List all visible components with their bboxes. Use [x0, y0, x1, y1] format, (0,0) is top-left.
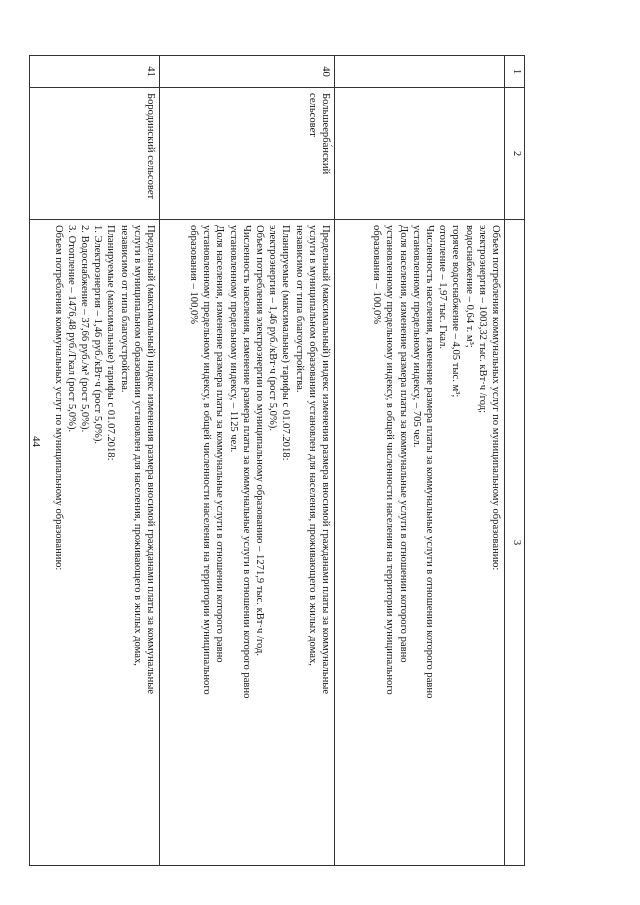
- text-line: Планируемые (максимальные) тарифы с 01.07.2018:: [105, 225, 117, 461]
- row-description: [335, 220, 505, 866]
- text-line: 3. Отопление – 1476,48 руб./Гкал (рост 5,0%).: [65, 225, 77, 433]
- row-number: 40: [160, 56, 335, 88]
- text-line: Численность населения, изменение размера платы за коммунальные услуги в отношении которого равно: [423, 225, 435, 699]
- header-row: [505, 56, 525, 866]
- text-line: установленному предельному индексу, – 705 чел.: [410, 225, 422, 448]
- text-line: услуги в муниципальном образовании установлен для населения, проживающего в жилых домах,: [306, 225, 318, 666]
- text-line: независимо от типа благоустройства.: [293, 225, 305, 393]
- text-line: электроэнергия – 1,46 руб./кВт·ч (рост 5,0%).: [267, 225, 279, 431]
- text-line: Предельный (максимальный) индекс изменения размера вносимой гражданами платы за коммунальные: [320, 225, 331, 695]
- text-line: установленному предельному индексу, в общей численности населения на территории муниципального: [384, 225, 396, 695]
- text-line: водоснабжение – 0,64 т. м³;: [463, 225, 475, 348]
- text-line: образования – 100,0%: [371, 225, 383, 325]
- text-line: горячее водоснабжение – 4,05 тыс. м³;: [450, 225, 462, 398]
- text-line: Доля населения, изменение размера платы за коммунальные услуги в отношении которого равно: [214, 225, 226, 663]
- row-description: [30, 220, 160, 866]
- header-col-3: 3: [505, 220, 525, 866]
- text-line: 2. Водоснабжение – 37,66 руб./м³ (рост 5,0%).: [78, 225, 90, 433]
- text-line: Объем потребления коммунальных услуг по муниципальному образованию:: [490, 225, 501, 571]
- row-description: [160, 220, 335, 866]
- text-line: установленному предельному индексу, в общей численности населения на территории муниципального: [201, 225, 213, 695]
- text-line: 1. Электроэнергия – 1,46 руб./кВт·ч (рост 5,0%).: [92, 225, 104, 445]
- text-line: Доля населения, изменение размера платы за коммунальные услуги в отношении которого равно: [397, 225, 409, 663]
- text-line: Объем потребления коммунальных услуг по муниципальному образованию:: [52, 225, 64, 571]
- table-row: [160, 56, 335, 866]
- text-line: Численность населения, изменение размера платы за коммунальные услуги в отношении которого равно: [240, 225, 252, 699]
- municipality-name: Бородинский сельсовет: [30, 88, 160, 220]
- municipality-name: [335, 88, 505, 220]
- header-col-1: 1: [505, 56, 525, 88]
- text-line: электроэнергия – 1003,32 тыс. кВт·ч /год;: [476, 225, 488, 414]
- text-line: Объем потребления электроэнергии по муниципальному образованию – 1271,9 тыс. кВт·ч /год.: [253, 225, 265, 656]
- text-line: установленному предельному индексу, – 1125 чел.: [227, 225, 239, 453]
- table-row: [30, 56, 160, 866]
- row-number: 41: [30, 56, 160, 88]
- page-number: 44: [30, 436, 42, 447]
- text-line: Планируемые (максимальные) тарифы с 01.07.2018:: [280, 225, 292, 461]
- header-col-2: 2: [505, 88, 525, 220]
- table-row: [335, 56, 505, 866]
- row-number: [335, 56, 505, 88]
- text-line: отопление – 1,97 тыс. Гкал.: [437, 225, 449, 350]
- text-line: образования – 100,0%: [187, 225, 199, 325]
- text-line: независимо от типа благоустройства.: [118, 225, 130, 393]
- municipality-name: Большеерба́нский сельсовет: [160, 88, 335, 220]
- tariff-table: [29, 55, 525, 866]
- text-line: услуги в муниципальном образовании установлен для населения, проживающего в жилых домах,: [131, 225, 143, 666]
- text-line: Предельный (максимальный) индекс изменения размера вносимой гражданами платы за коммунальные: [145, 225, 156, 695]
